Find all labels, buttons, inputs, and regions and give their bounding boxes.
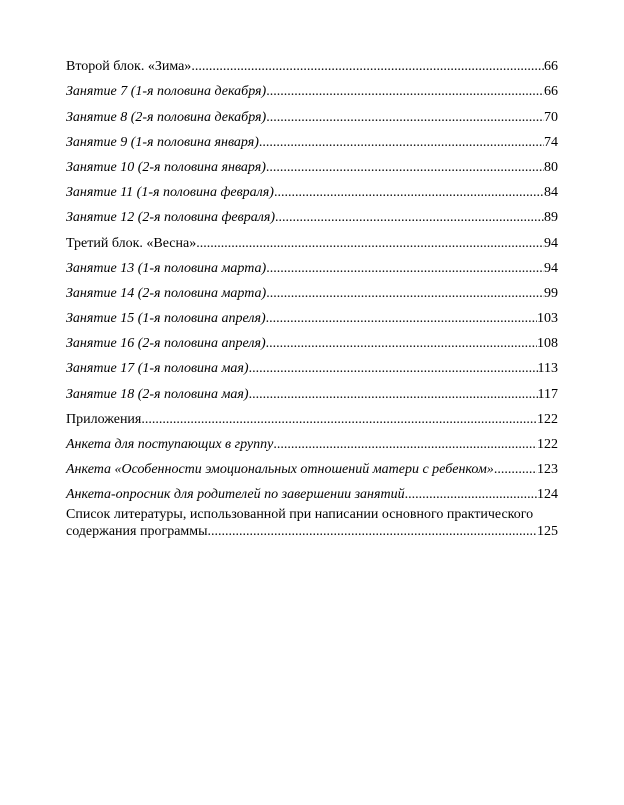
toc-entry-page: 108 (537, 336, 558, 352)
toc-entry-label: Занятие 13 (1-я половина марта) (66, 260, 267, 276)
dot-leader (266, 159, 544, 176)
toc-entry-label: Занятие 10 (2-я половина января) (66, 159, 266, 175)
dot-leader (266, 310, 537, 327)
toc-entry-label: Приложения (66, 411, 142, 427)
toc-entry-label: Занятие 12 (2-я половина февраля) (66, 210, 275, 226)
toc-entry-bibliography[interactable] (66, 506, 558, 540)
dot-leader (266, 335, 537, 352)
toc-entry-page: 117 (537, 386, 558, 402)
toc-entry-label: Занятие 11 (1-я половина февраля) (66, 185, 274, 201)
toc-entry[interactable] (66, 151, 558, 176)
dot-leader (141, 411, 537, 428)
toc-entry[interactable] (66, 252, 558, 277)
toc-entry-label: Занятие 8 (2-я половина декабря) (66, 109, 267, 125)
toc-entry-page: 94 (544, 260, 558, 276)
toc-entry[interactable] (66, 403, 558, 428)
toc-entry-label-line1: Список литературы, использованной при написании основного практического (66, 507, 534, 523)
toc-entry[interactable] (66, 377, 558, 402)
toc-entry-page: 124 (537, 487, 558, 503)
dot-leader (266, 109, 544, 126)
toc-entry-label: Анкета-опросник для родителей по завершении занятий (66, 487, 405, 503)
toc-entry-label: Анкета для поступающих в группу (66, 437, 274, 452)
dot-leader (266, 260, 544, 277)
toc-entry[interactable] (66, 453, 558, 478)
toc-entry-page: 125 (537, 524, 558, 540)
toc-entry[interactable] (66, 50, 558, 75)
toc-entry-label-line2: содержания программы (66, 524, 208, 540)
toc-entry-page: 70 (544, 109, 558, 125)
toc-entry-label: Третий блок. «Весна» (66, 235, 197, 251)
toc-entry-label: Занятие 15 (1-я половина апреля) (66, 311, 266, 327)
dot-leader (191, 58, 544, 75)
toc-entry[interactable] (66, 428, 558, 453)
dot-leader (405, 486, 537, 503)
table-of-contents (66, 50, 558, 540)
dot-leader (494, 461, 537, 478)
toc-entry[interactable] (66, 327, 558, 352)
toc-entry-label: Занятие 9 (1-я половина января) (66, 134, 259, 150)
toc-entry-label: Занятие 18 (2-я половина мая) (66, 386, 249, 402)
toc-entry-page: 94 (544, 235, 558, 251)
toc-entry-page: 99 (544, 285, 558, 301)
toc-entry-label: Занятие 17 (1-я половина мая) (66, 361, 249, 377)
toc-entry-page: 122 (537, 437, 558, 452)
dot-leader (274, 184, 544, 201)
toc-entry[interactable] (66, 126, 558, 151)
toc-entry-page: 122 (537, 411, 558, 427)
toc-entry[interactable] (66, 277, 558, 302)
toc-entry[interactable] (66, 176, 558, 201)
dot-leader (249, 386, 538, 403)
toc-entry[interactable] (66, 201, 558, 226)
dot-leader (196, 235, 544, 252)
toc-entry-page: 103 (537, 311, 558, 327)
dot-leader (266, 83, 544, 100)
toc-entry-page: 80 (544, 159, 558, 175)
dot-leader (266, 285, 544, 302)
dot-leader (259, 134, 544, 151)
toc-entry-label: Занятие 14 (2-я половина марта) (66, 285, 267, 301)
dot-leader (275, 209, 544, 226)
toc-entry-page: 123 (537, 462, 558, 478)
toc-entry[interactable] (66, 226, 558, 251)
toc-entry-label: Занятие 7 (1-я половина декабря) (66, 84, 267, 100)
toc-entry[interactable] (66, 100, 558, 125)
dot-leader (208, 523, 537, 540)
toc-entry-page: 74 (544, 134, 558, 150)
toc-entry-label: Анкета «Особенности эмоциональных отношений матери с ребенком» (66, 462, 494, 478)
toc-entry-page: 89 (544, 210, 558, 226)
toc-entry[interactable] (66, 75, 558, 100)
toc-entry-label-line2-row (66, 523, 558, 540)
toc-entry[interactable] (66, 352, 558, 377)
toc-entry-label: Занятие 16 (2-я половина апреля) (66, 336, 266, 352)
toc-entry-page: 66 (544, 59, 558, 75)
toc-entry[interactable] (66, 302, 558, 327)
toc-entry-page: 84 (544, 185, 558, 201)
toc-entry-label: Второй блок. «Зима» (66, 59, 192, 75)
toc-entry[interactable] (66, 478, 558, 503)
dot-leader (249, 360, 538, 377)
toc-entry-page: 66 (544, 84, 558, 100)
dot-leader (273, 436, 537, 453)
toc-entry-page: 113 (537, 361, 558, 377)
